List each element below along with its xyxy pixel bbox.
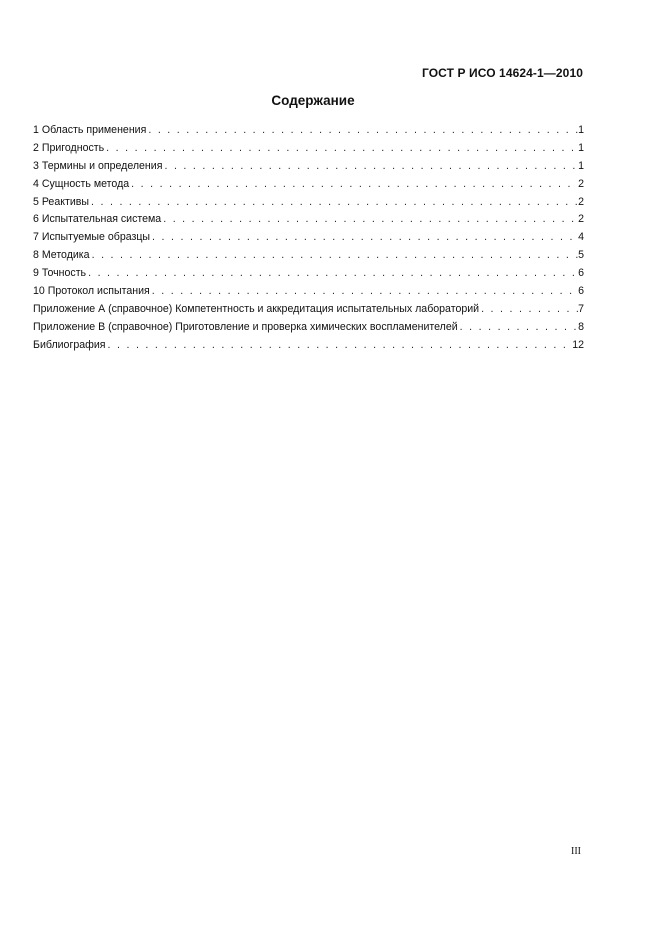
toc-entry-label: 7 Испытуемые образцы — [33, 231, 151, 244]
dot-leader — [163, 213, 578, 225]
dot-leader — [460, 321, 578, 333]
toc-entry-page: 1 — [578, 159, 584, 172]
toc-entry-page: 5 — [578, 249, 584, 262]
toc-entry-page: 1 — [578, 124, 584, 136]
toc-entry-page: 7 — [578, 302, 584, 315]
dot-leader — [164, 160, 578, 172]
toc-entry[interactable] — [33, 303, 584, 321]
toc-entry-label: 9 Точность — [33, 267, 87, 280]
dot-leader — [152, 231, 578, 243]
toc-entry-label: 5 Реактивы — [33, 195, 89, 208]
toc-entry[interactable] — [33, 142, 584, 160]
toc-entry-page: 1 — [578, 141, 584, 154]
toc-entry-label: 4 Сущность метода — [33, 177, 130, 190]
dot-leader — [481, 303, 578, 315]
toc-entry[interactable] — [33, 249, 584, 267]
toc-entry-page: 6 — [578, 285, 584, 298]
toc-entry-label: 8 Методика — [33, 249, 90, 262]
toc-entry[interactable] — [33, 124, 584, 142]
page-number: III — [571, 846, 581, 857]
toc-entry-page: 8 — [578, 320, 584, 333]
page-title: Содержание — [271, 93, 355, 108]
toc-entry[interactable] — [33, 196, 584, 214]
toc-entry[interactable] — [33, 178, 584, 196]
toc-entry-label: 3 Термины и определения — [33, 159, 163, 172]
toc-entry-label: Библиография — [33, 338, 106, 351]
toc-entry[interactable] — [33, 321, 584, 339]
dot-leader — [106, 142, 578, 154]
toc-entry[interactable] — [33, 231, 584, 249]
toc-entry[interactable] — [33, 160, 584, 178]
toc-entry-label: Приложение В (справочное) Приготовление и проверка химических воспламенителей — [33, 320, 458, 333]
toc-entry-page: 6 — [578, 267, 584, 280]
table-of-contents — [33, 124, 584, 357]
toc-entry-label: 2 Пригодность — [33, 141, 105, 154]
toc-entry-page: 4 — [578, 231, 584, 244]
toc-entry-label: 6 Испытательная система — [33, 213, 162, 226]
toc-entry[interactable] — [33, 339, 584, 357]
document-standard-header: ГОСТ Р ИСО 14624-1—2010 — [421, 66, 583, 80]
toc-entry-label: 10 Протокол испытания — [33, 285, 150, 298]
toc-entry-label: Приложение А (справочное) Компетентность и аккредитация испытательных лабораторий — [33, 302, 480, 315]
toc-entry-page: 12 — [572, 338, 584, 351]
dot-leader — [148, 124, 578, 136]
toc-entry-page: 2 — [578, 213, 584, 226]
toc-entry-label: 1 Область применения — [33, 124, 147, 136]
dot-leader — [131, 178, 578, 190]
toc-entry[interactable] — [33, 213, 584, 231]
dot-leader — [92, 249, 579, 261]
dot-leader — [88, 267, 578, 279]
dot-leader — [152, 285, 578, 297]
dot-leader — [107, 339, 572, 351]
toc-entry-page: 2 — [578, 177, 584, 190]
dot-leader — [91, 196, 578, 208]
toc-entry-page: 2 — [578, 195, 584, 208]
toc-entry[interactable] — [33, 285, 584, 303]
toc-entry[interactable] — [33, 267, 584, 285]
